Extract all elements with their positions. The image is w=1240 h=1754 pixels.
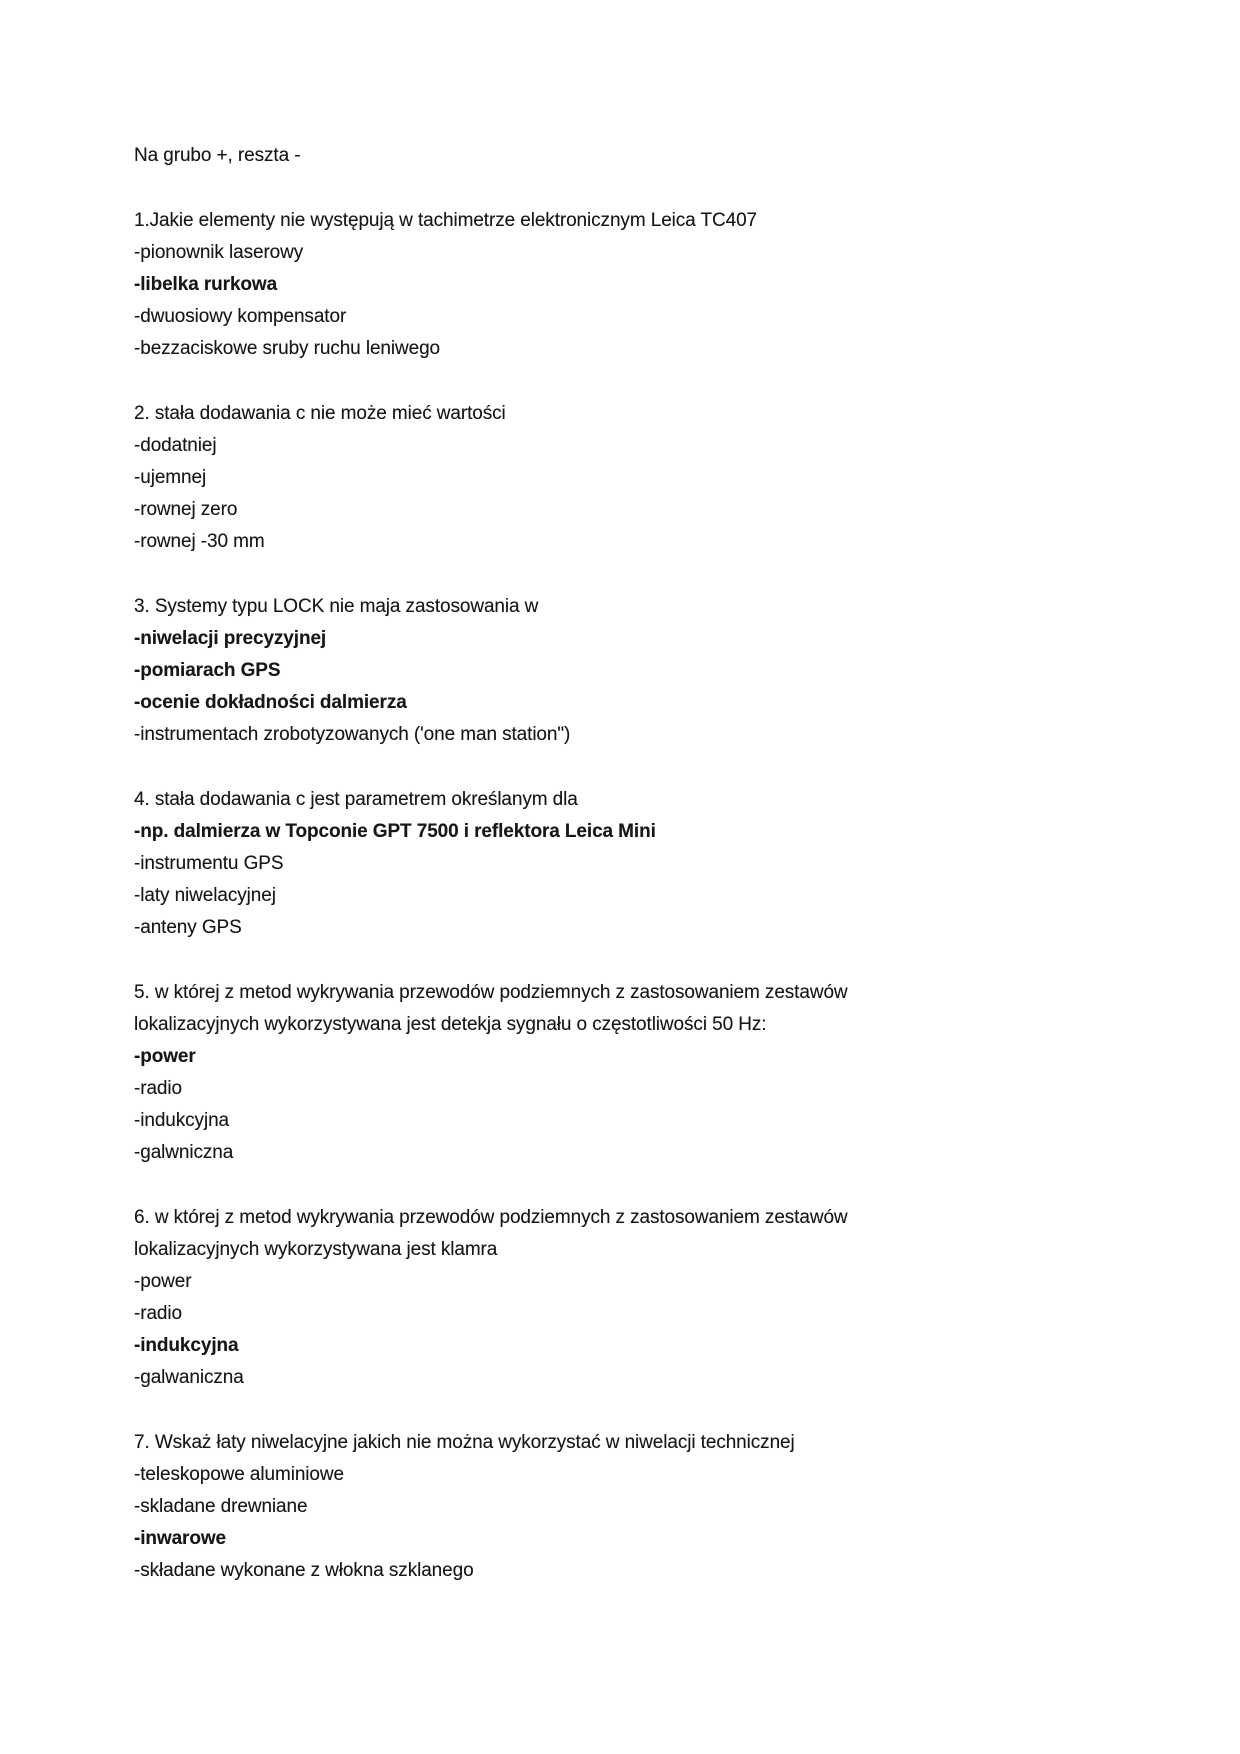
answer-option: -radio xyxy=(134,1078,182,1099)
answer-option: -rownej zero xyxy=(134,499,238,520)
answer-option: -skladane drewniane xyxy=(134,1496,308,1517)
question-text: 7. Wskaż łaty niwelacyjne jakich nie można wykorzystać w niwelacji technicznej xyxy=(134,1432,795,1453)
answer-option: -galwaniczna xyxy=(134,1367,244,1388)
answer-option: -bezzaciskowe sruby ruchu leniwego xyxy=(134,338,441,359)
answer-option: -rownej -30 mm xyxy=(134,531,265,552)
answer-option: -pionownik laserowy xyxy=(134,242,304,263)
question-text: lokalizacyjnych wykorzystywana jest klamra xyxy=(134,1239,498,1260)
answer-option: -ocenie dokładności dalmierza xyxy=(134,692,407,713)
answer-option: -inwarowe xyxy=(134,1528,227,1549)
answer-option: -niwelacji precyzyjnej xyxy=(134,628,327,649)
question-text: 2. stała dodawania c nie może mieć wartości xyxy=(134,403,506,424)
answer-option: -laty niwelacyjnej xyxy=(134,885,276,906)
answer-option: -instrumentach zrobotyzowanych ('one man station") xyxy=(134,724,571,745)
question-block xyxy=(134,1427,1140,1587)
answer-option: -power xyxy=(134,1046,196,1067)
answer-option: -indukcyjna xyxy=(134,1335,239,1356)
question-text: 4. stała dodawania c jest parametrem określanym dla xyxy=(134,789,578,810)
question-block xyxy=(134,1202,1140,1394)
answer-option: -pomiarach GPS xyxy=(134,660,281,681)
answer-option: -ujemnej xyxy=(134,467,207,488)
question-text: 3. Systemy typu LOCK nie maja zastosowania w xyxy=(134,596,539,617)
answer-option: -radio xyxy=(134,1303,182,1324)
grading-note: Na grubo +, reszta - xyxy=(134,145,301,166)
answer-option: -dwuosiowy kompensator xyxy=(134,306,347,327)
question-text: 1.Jakie elementy nie występują w tachimetrze elektronicznym Leica TC407 xyxy=(134,210,758,231)
question-block xyxy=(134,977,1140,1169)
answer-option: -teleskopowe aluminiowe xyxy=(134,1464,344,1485)
answer-option: -anteny GPS xyxy=(134,917,242,938)
question-text: 6. w której z metod wykrywania przewodów podziemnych z zastosowaniem zestawów xyxy=(134,1207,848,1228)
question-text: 5. w której z metod wykrywania przewodów podziemnych z zastosowaniem zestawów xyxy=(134,982,848,1003)
answer-option: -instrumentu GPS xyxy=(134,853,284,874)
questions-list xyxy=(134,205,1140,1587)
question-text: lokalizacyjnych wykorzystywana jest detekja sygnału o częstotliwości 50 Hz: xyxy=(134,1014,767,1035)
answer-option: -power xyxy=(134,1271,192,1292)
question-block xyxy=(134,591,1140,751)
question-block xyxy=(134,784,1140,944)
answer-option: -dodatniej xyxy=(134,435,217,456)
answer-option: -galwniczna xyxy=(134,1142,234,1163)
answer-option: -libelka rurkowa xyxy=(134,274,278,295)
question-block xyxy=(134,398,1140,558)
answer-option: -indukcyjna xyxy=(134,1110,230,1131)
answer-option: -składane wykonane z włokna szklanego xyxy=(134,1560,474,1581)
answer-option: -np. dalmierza w Topconie GPT 7500 i reflektora Leica Mini xyxy=(134,821,656,842)
question-block xyxy=(134,205,1140,365)
